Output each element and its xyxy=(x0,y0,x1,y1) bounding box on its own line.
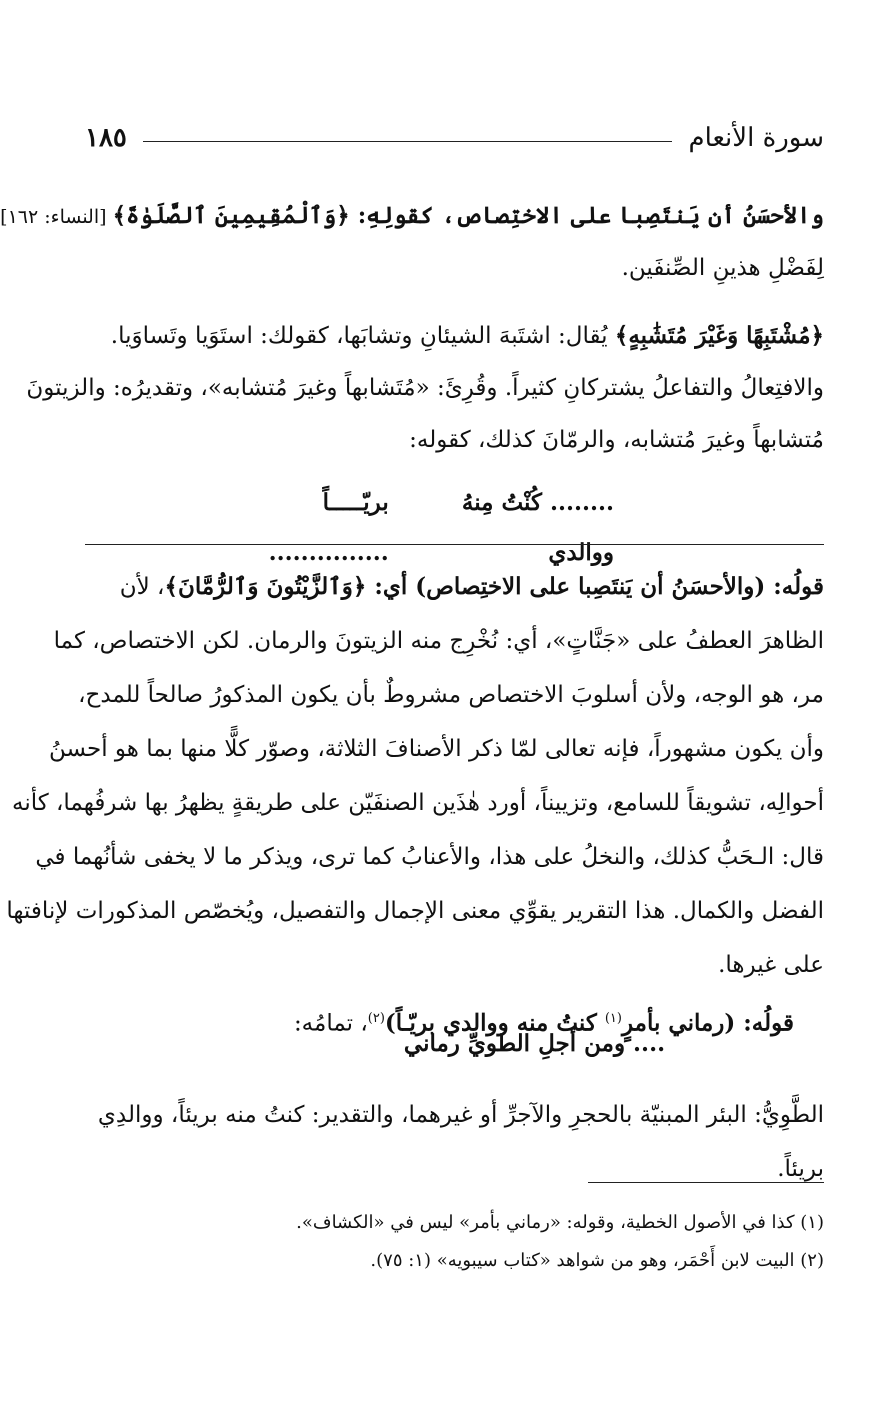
footnote-rule xyxy=(588,1182,824,1183)
main-text-span: يُقال: اشتَبهَ الشيئانِ وتشابَها، كقولك: استَوَيا وتَساوَيا. xyxy=(110,323,615,349)
quran-quote: ﴿وَٱلْمُقِيمِينَ ٱلصَّلَوٰةَ﴾ xyxy=(112,202,350,229)
commentary-line-1 xyxy=(85,560,824,614)
verse-hemistich-right: ........ كُنْتُ مِنهُ ووالدي xyxy=(461,489,614,566)
surah-title: سورة الأنعام xyxy=(688,123,824,153)
page-number: ١٨٥ xyxy=(85,123,127,153)
footnote-marker: (٢) xyxy=(367,1011,385,1026)
commentary-lemma: قولُه: (والأحسَنُ أن يَنتَصِبا على الاختِصاص) أي: xyxy=(366,573,824,600)
commentary-line-5: أحوالِه، تشويقاً للسامع، وتزييناً، أورد هٰذَين الصنفَيّن على طريقةٍ يظهرُ بها شرفُهما، كأنه xyxy=(11,790,824,816)
main-line-5: مُتشابهاً وغيرَ مُتشابه، والرمّانَ كذلك، كقوله: xyxy=(409,427,824,453)
commentary-line-4: وأن يكون مشهوراً، فإنه تعالى لمّا ذكر الأصنافَ الثلاثة، وصوّر كلًّا منها بما هو أحسنُ xyxy=(48,736,824,762)
main-text xyxy=(0,190,824,466)
commentary-lemma: قولُه: (رماني بأمرٍ xyxy=(621,1009,794,1037)
quran-reference: [النساء: ١٦٢] xyxy=(0,206,113,228)
main-text-span: والأحسَنُ أن يَنتَصِبا على الاختِصاص، كقولِهِ: xyxy=(349,202,824,229)
header-rule xyxy=(143,141,673,142)
footnote-marker: (١) xyxy=(604,1011,622,1026)
verse-hemistich-left: بريّـــــاً ............... xyxy=(268,489,389,566)
main-line-2: لِفَضْلِ هذينِ الصِّنفَين. xyxy=(621,255,824,281)
commentary-lemma: كنتُ منه ووالدي بريّـاً) xyxy=(384,1009,605,1037)
main-line-1 xyxy=(0,190,824,242)
commentary-line-2: الظاهرَ العطفُ على «جَنَّاتٍ»، أي: نُخْرِج منه الزيتونَ والرمان. لكن الاختصاص، كما xyxy=(53,628,824,654)
commentary-text-span: ، لأن xyxy=(119,574,165,600)
commentary-line-8: على غيرها. xyxy=(718,952,824,978)
paragraph-gap xyxy=(85,294,824,310)
footnote-2: (٢) البيت لابن أَحْمَر، وهو من شواهد «كتاب سيبويه» (١: ٧٥). xyxy=(370,1250,824,1271)
commentary-line-3: مر، هو الوجه، ولأن أسلوبَ الاختصاص مشروطٌ بأن يكون المذكورُ صالحاً للمدح، xyxy=(78,682,824,708)
main-line-4: والافتِعالُ والتفاعلُ يشتركانِ كثيراً. وقُرِئَ: «مُتَشابهاً وغيرَ مُتشابه»، وتقديرُه: والزيتونَ xyxy=(26,375,824,401)
footnote-1: (١) كذا في الأصول الخطية، وقوله: «رماني بأمر» ليس في «الكشاف». xyxy=(296,1212,824,1233)
commentary xyxy=(6,560,824,1046)
running-header xyxy=(85,118,824,158)
main-line-3 xyxy=(85,310,824,362)
poetry-verse-commentary: .... ومن أجلِ الطويِّ رماني xyxy=(403,1030,666,1057)
footnotes xyxy=(85,1204,824,1280)
quran-quote: ﴿مُشْتَبِهًا وَغَيْرَ مُتَشَٰبِهٍ﴾ xyxy=(614,322,824,349)
quran-quote: ﴿وَٱلزَّيْتُونَ وَٱلرُّمَّانَ﴾ xyxy=(164,573,367,600)
commentary-line-6: قال: الـحَبُّ كذلك، والنخلُ على هذا، والأعنابُ كما ترى، ويذكر ما لا يخفى شأنُهما في xyxy=(35,844,824,870)
section-divider xyxy=(85,544,824,545)
commentary-line-7: الفضل والكمال. هذا التقرير يقوِّي معنى الإجمال والتفصيل، ويُخصّص المذكورات لإنافتها xyxy=(6,898,824,924)
poetry-verse xyxy=(195,478,614,566)
commentary-last-line: الطَّوِيُّ: البئر المبنيّة بالحجرِ والآجرِّ أو غيرهما، والتقدير: كنتُ منه بريئاً، ووالدِي بريئاً. xyxy=(97,1102,824,1182)
commentary-text-span: ، تمامُه: xyxy=(293,1010,368,1037)
